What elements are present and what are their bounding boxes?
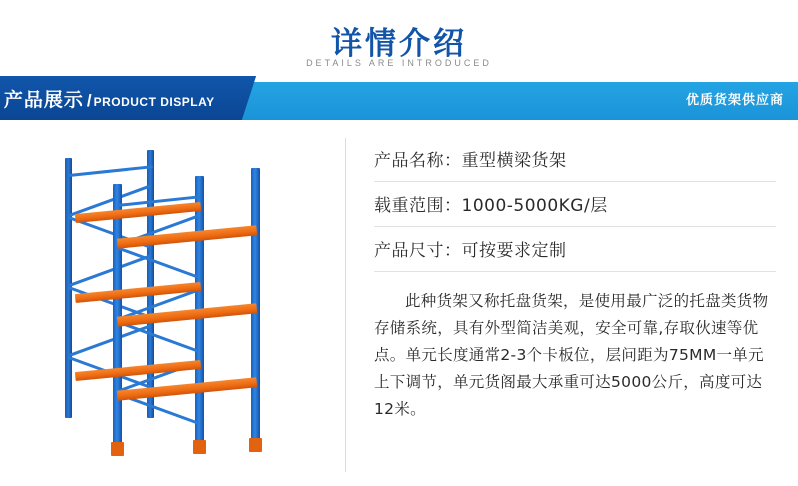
section-tag-separator: / — [87, 90, 92, 110]
spec-row-size: 产品尺寸：可按要求定制 — [374, 227, 776, 272]
product-info-pane — [346, 120, 798, 486]
rack-brace — [69, 255, 151, 287]
product-image — [0, 120, 345, 486]
content-area — [0, 120, 798, 486]
rack-brace — [69, 165, 153, 177]
rack-beam-level-2-back — [75, 282, 201, 303]
product-image-pane — [0, 120, 345, 486]
rack-foot-right — [249, 438, 262, 452]
spec-row-load-range: 载重范围：1000-5000KG/层 — [374, 182, 776, 227]
rack-illustration — [55, 142, 295, 462]
section-tag-en: PRODUCT DISPLAY — [93, 94, 215, 109]
rack-foot-mid — [193, 440, 206, 454]
rack-beam-level-3-back — [75, 360, 201, 381]
page-title: 详情介绍 — [331, 26, 467, 62]
section-tag — [0, 76, 256, 120]
rack-beam-level-2-front — [117, 303, 257, 326]
rack-beam-level-1-front — [117, 225, 257, 248]
section-tag-cn: 产品展示 — [4, 88, 85, 111]
rack-foot-left — [111, 442, 124, 456]
spec-row-name: 产品名称：重型横梁货架 — [374, 142, 776, 182]
page-header — [0, 0, 798, 82]
product-description: 此种货架又称托盘货架，是使用最广泛的托盘类货物存储系统，具有外型简洁美观，安全可靠,存取伙速等优点。单元长度通常2-3个卡板位，层问距为75MM一单元上下调节，单元货阁最大承重可达5000公斤，高度可达12米。 — [374, 292, 769, 418]
section-bar — [0, 82, 798, 120]
supplier-slogan: 优质货架供应商 — [685, 93, 784, 108]
page-subtitle: DETAILS ARE INTRODUCED — [306, 58, 492, 68]
